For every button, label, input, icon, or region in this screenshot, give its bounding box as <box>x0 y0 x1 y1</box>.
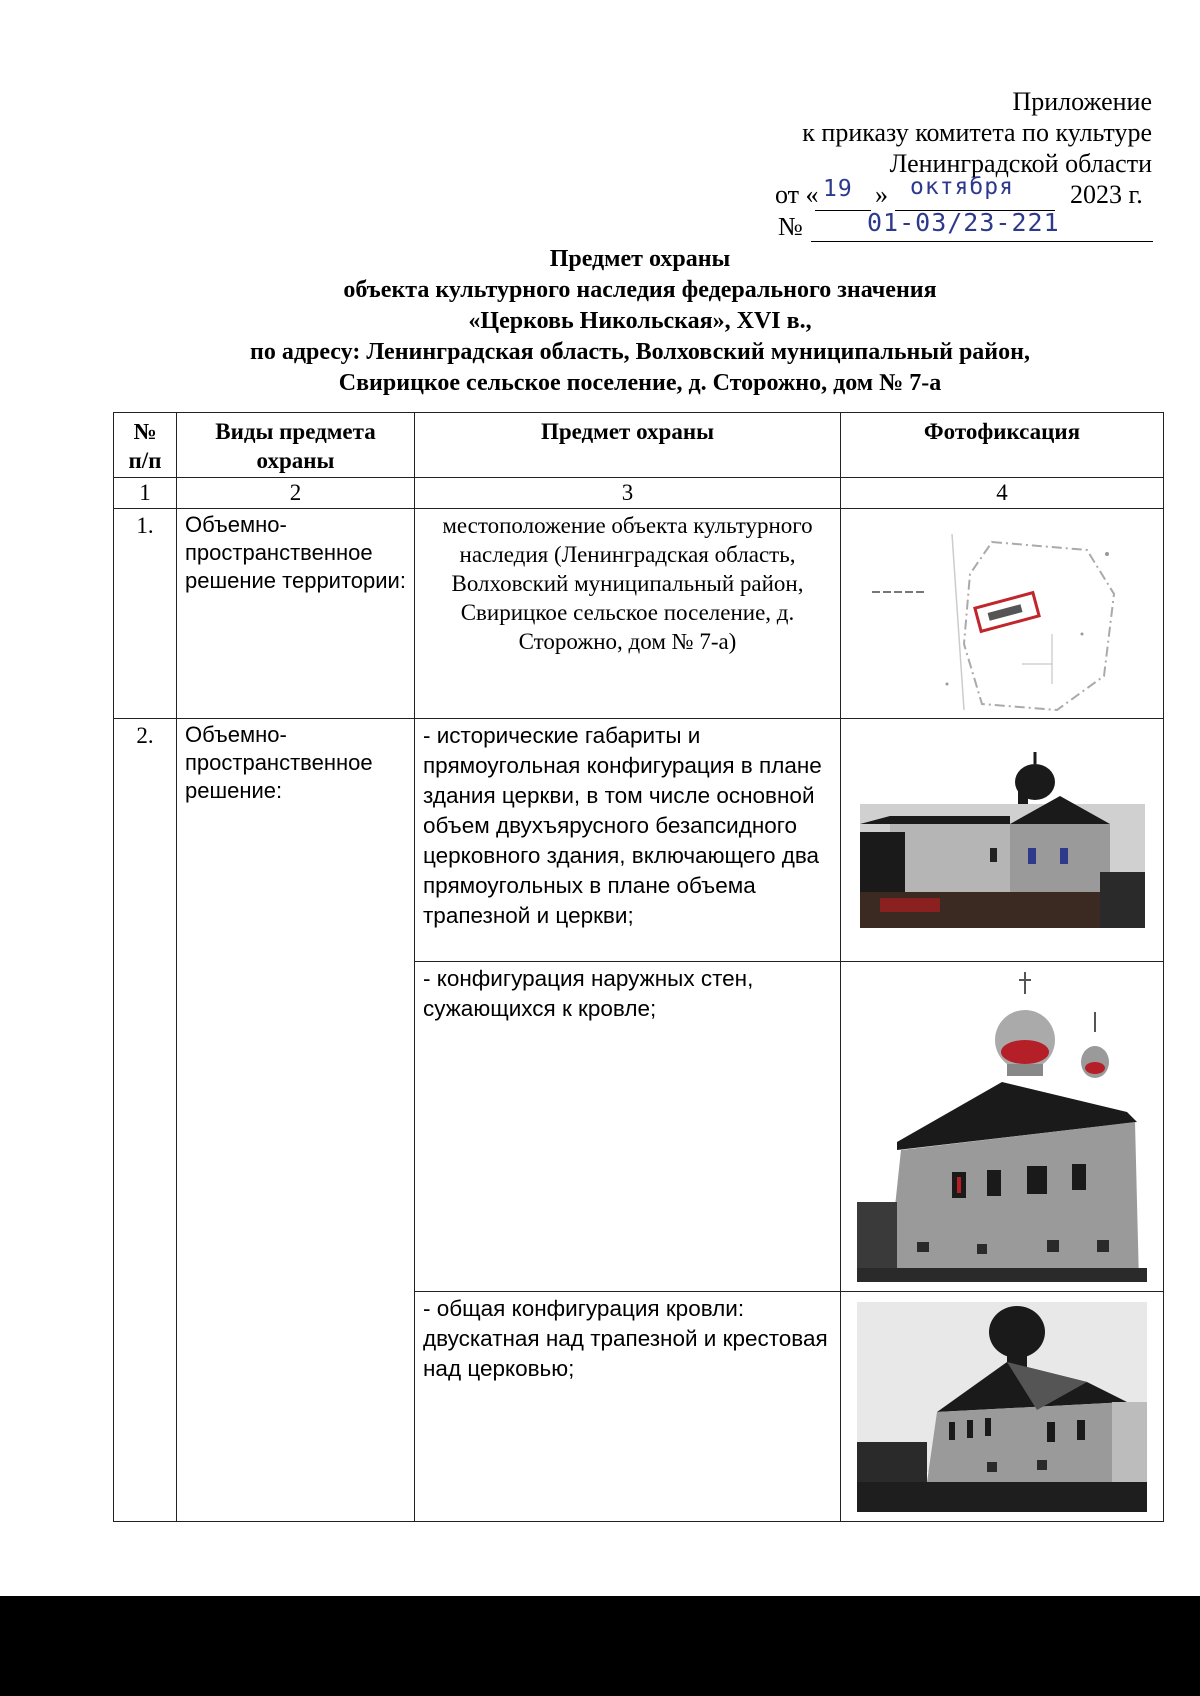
church-side-photo <box>860 752 1145 928</box>
heading-object-type: объекта культурного наследия федерального значения <box>343 277 937 303</box>
photo-church-roof <box>841 1292 1164 1522</box>
heading-title: Предмет охраны <box>549 246 731 272</box>
date-prefix: от « <box>775 180 819 209</box>
row-subject: - конфигурация наружных стен, сужающихся к кровле; <box>415 962 841 1292</box>
heading-address-1: по адресу: Ленинградская область, Волховский муниципальный район, <box>250 339 1030 365</box>
appendix-title: Приложение <box>1012 87 1152 116</box>
date-month: октября <box>910 174 1014 200</box>
date-year: 2023 г. <box>1070 180 1143 209</box>
index-cell: 4 <box>841 478 1164 509</box>
date-day: 19 <box>823 176 853 202</box>
row-subject: - общая конфигурация кровли: двускатная над трапезной и крестовая над церковью; <box>415 1292 841 1522</box>
table-row <box>114 719 1164 962</box>
appendix-order-ref: к приказу комитета по культуре <box>802 118 1152 147</box>
scan-bottom-edge <box>0 1596 1200 1696</box>
index-cell: 3 <box>415 478 841 509</box>
number-value: 01-03/23-221 <box>867 208 1060 237</box>
number-label: № <box>778 212 803 241</box>
appendix-region: Ленинградской области <box>889 149 1152 178</box>
photo-site-plan <box>841 509 1164 719</box>
row-number: 2. <box>114 719 177 1522</box>
row-subject: - исторические габариты и прямоугольная конфигурация в плане здания церкви, в том числе основной объем двухъярусного безапсидного церковного здания, включающего два прямоугольных в плане объема трапезной и церкви; <box>415 719 841 962</box>
church-roof-photo <box>857 1302 1147 1512</box>
row-number: 1. <box>114 509 177 719</box>
header-subject: Предмет охраны <box>415 413 841 478</box>
photo-church-front <box>841 962 1164 1292</box>
index-cell: 1 <box>114 478 177 509</box>
date-mid: » <box>875 180 888 209</box>
index-cell: 2 <box>177 478 415 509</box>
order-number <box>775 210 1153 244</box>
header-num: № п/п <box>114 413 177 478</box>
photo-church-side <box>841 719 1164 962</box>
church-front-photo <box>857 972 1147 1282</box>
table-index-row <box>114 478 1164 509</box>
header-kind: Виды предмета охраны <box>177 413 415 478</box>
protection-table <box>113 412 1164 1522</box>
row-kind: Объемно-пространственное решение территории: <box>177 509 415 719</box>
document-heading <box>120 244 1160 399</box>
row-kind: Объемно-пространственное решение: <box>177 719 415 1522</box>
row-subject: местоположение объекта культурного наследия (Ленинградская область, Волховский муниципальный район, Свирицкое сельское поселение, д. Сторожно, дом № 7-а) <box>415 509 841 719</box>
appendix-block <box>802 86 1152 179</box>
site-plan-image <box>852 514 1152 714</box>
header-photo: Фотофиксация <box>841 413 1164 478</box>
table-header-row <box>114 413 1164 478</box>
table-row <box>114 509 1164 719</box>
heading-object-name: «Церковь Никольская», XVI в., <box>468 308 812 334</box>
heading-address-2: Свирицкое сельское поселение, д. Сторожно, дом № 7-а <box>338 370 942 396</box>
